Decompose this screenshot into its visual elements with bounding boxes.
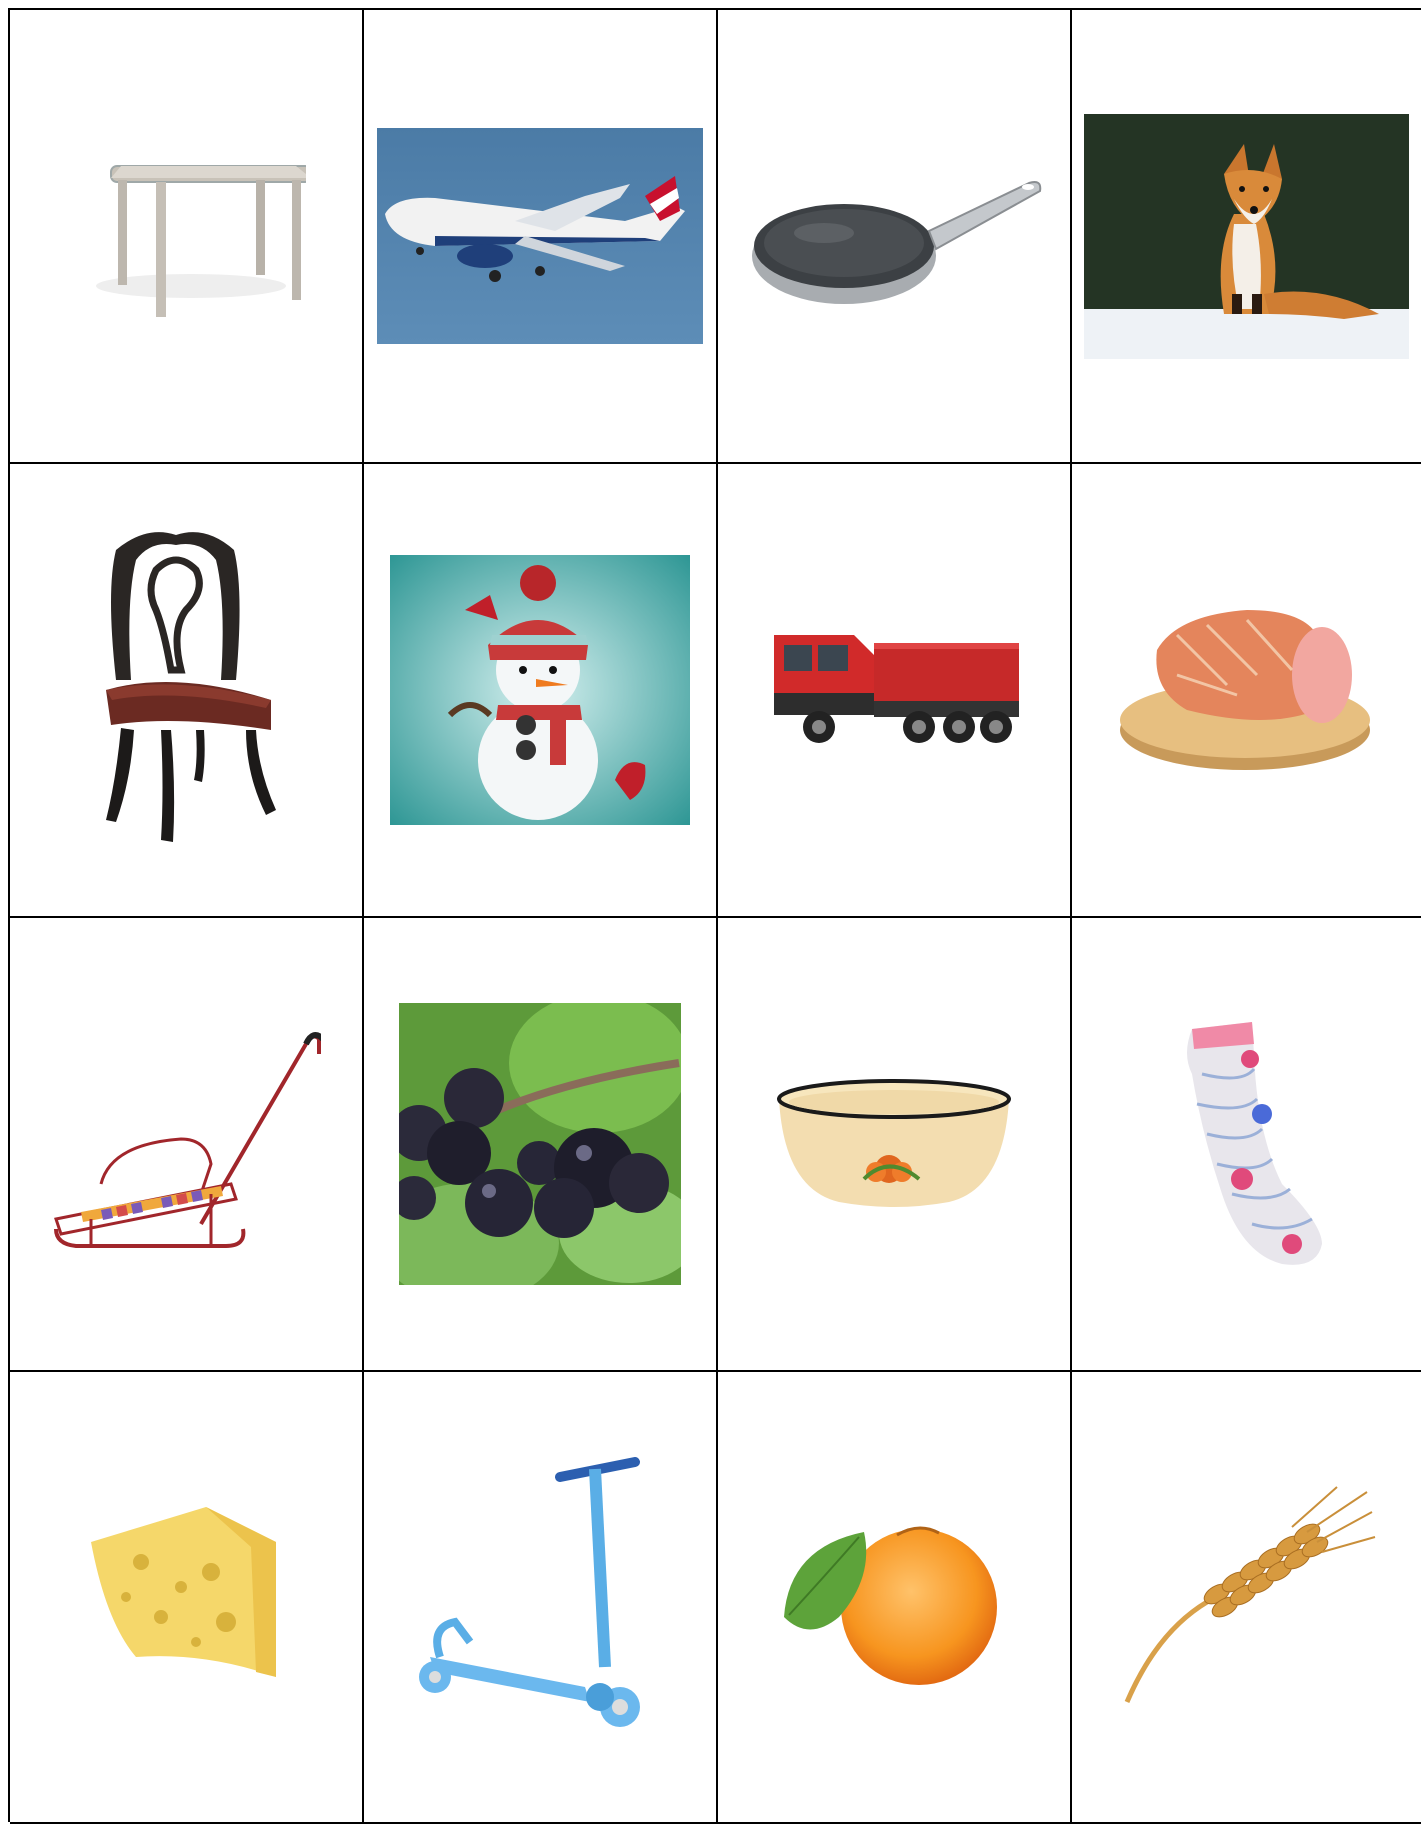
grid-cell-table [10, 10, 364, 464]
grid-cell-sock [1072, 918, 1421, 1372]
sock-icon [1162, 1014, 1332, 1274]
truck-icon [764, 615, 1024, 765]
grid-cell-sausage [1072, 464, 1421, 918]
grid-cell-currant [364, 918, 718, 1372]
snowman-icon [390, 555, 690, 825]
sled-icon [51, 1024, 321, 1264]
airplane-icon [375, 126, 705, 346]
chair-icon [76, 530, 296, 850]
table-icon [66, 136, 306, 336]
wheat-icon [1117, 1482, 1377, 1712]
currant-icon [399, 1003, 681, 1285]
grid-cell-cheese [10, 1372, 364, 1824]
apricot-icon [779, 1497, 1009, 1697]
grid-cell-frying-pan [718, 10, 1072, 464]
grid-cell-snowman [364, 464, 718, 918]
grid-cell-sled [10, 918, 364, 1372]
grid-cell-fox [1072, 10, 1421, 464]
grid-cell-chair [10, 464, 364, 918]
grid-cell-airplane [364, 10, 718, 464]
grid-cell-truck [718, 464, 1072, 918]
grid-cell-wheat [1072, 1372, 1421, 1824]
scooter-icon [410, 1457, 670, 1737]
grid-cell-apricot [718, 1372, 1072, 1824]
grid-cell-scooter [364, 1372, 718, 1824]
grid-cell-bowl [718, 918, 1072, 1372]
fox-icon [1084, 114, 1409, 359]
picture-grid [8, 8, 1421, 1822]
cheese-icon [86, 1502, 286, 1692]
frying-pan-icon [744, 161, 1044, 311]
sausage-icon [1117, 590, 1377, 790]
bowl-icon [774, 1074, 1014, 1214]
